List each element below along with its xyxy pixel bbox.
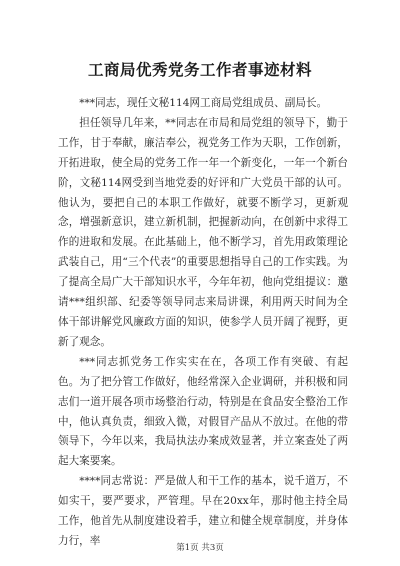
paragraph-leadership: 担任领导几年来，**同志在市局和局党组的领导下，勤于工作，甘于奉献，廉洁奉公，视党务工作为天职，工作创新，开拓进取，使全局的党务工作一年一个新变化，一年一个新台阶，文秘114网受到当地党委的好评和广大党员干部的认可。他认为，要把自己的本职工作做好，就要不断学习，更新观念，增强新意识，建立新机制，把握新动向，在创新中求得工作的进取和发展。在此基础上，他不断学习，首先用政策理论武装自己，用“三个代表”的重要思想指导自己的工作实践。为了提高全局广大干部知识水平，今年年初，他向党组提议：邀请***组织部、纪委等领导同志来局讲课，利用两天时间为全体干部讲解党风廉政方面的知识，使参学人员开阔了视野，更新了观念。: [58, 116, 348, 348]
paragraph-strict-management: ****同志常说：严是做人和干工作的基本，说千道万，不如实干，要严要求，严管理。早在20xx年，那时他主持全局工作，他首先从制度建设着手，建立和健全规章制度，并身体力行，率: [58, 475, 348, 547]
document-body: [58, 94, 348, 552]
paragraph-party-work: ***同志抓党务工作实实在在，各项工作有突破、有起色。为了把分管工作做好，他经常深入企业调研，并积极和同志们一道开展各项市场整治行动，特别是在食品安全整治工作中，他认真负责，细致入微，对假冒产品从不放过。在他的带领导下，今年以来，我局执法办案成效显著，并立案查处了两起大案要案。: [58, 355, 348, 468]
paragraph-intro: ***同志，现任文秘114网工商局党组成员、副局长。: [79, 97, 328, 109]
document-title: 工商局优秀党务工作者事迹材料: [87, 60, 312, 79]
page-footer: 第1页 共3页: [176, 543, 224, 553]
